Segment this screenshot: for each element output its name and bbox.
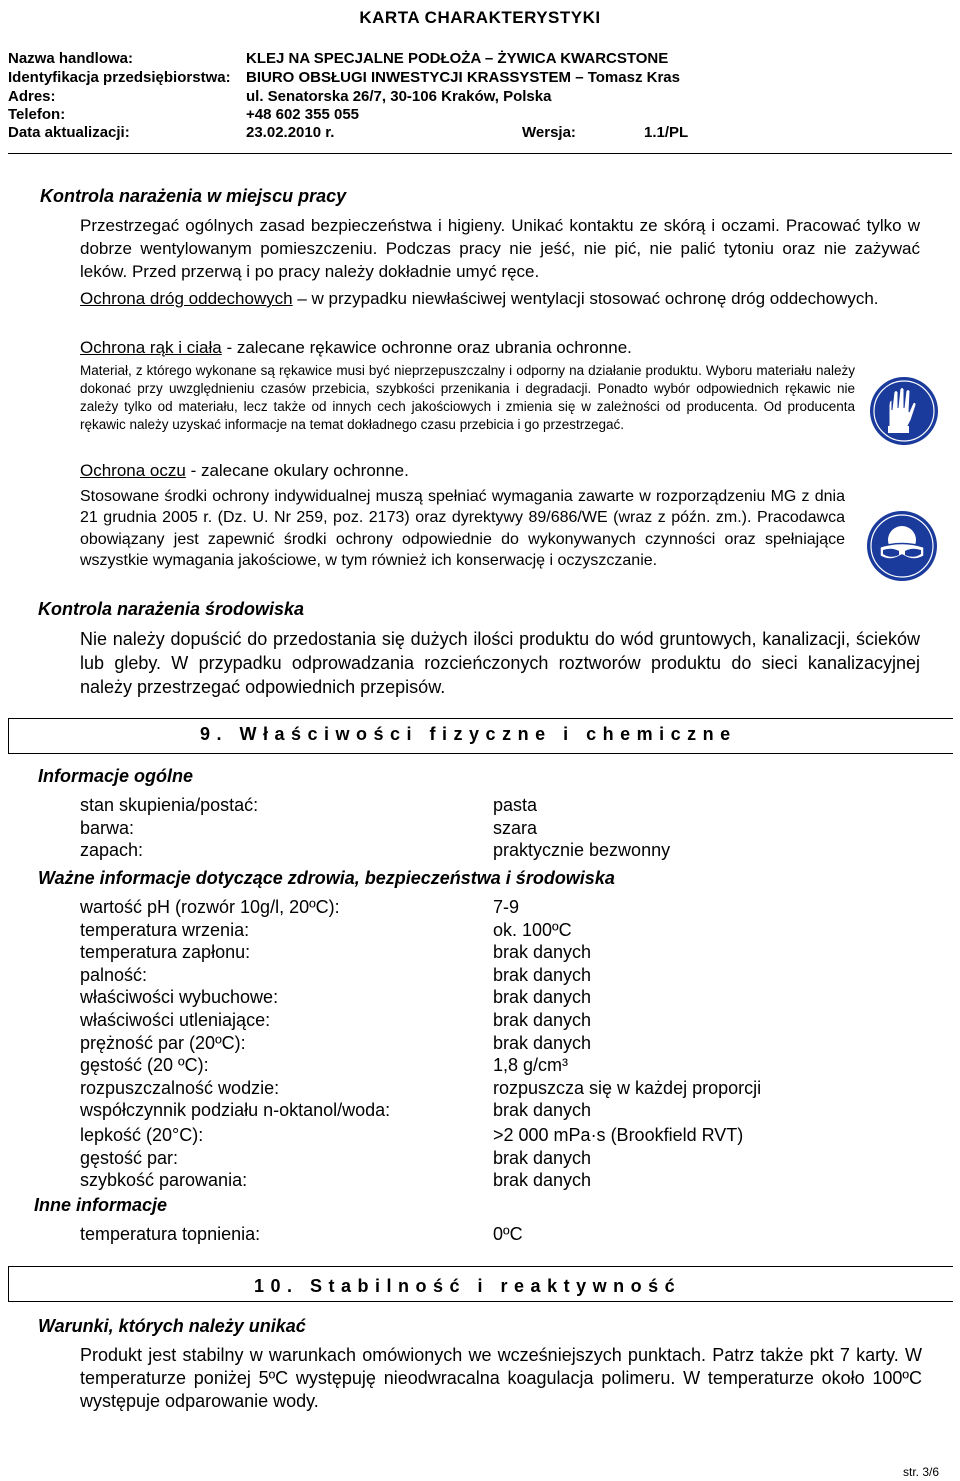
header-label-address: Adres: [8, 88, 56, 105]
prop-label: stan skupienia/postać: [80, 795, 259, 815]
prop-value: brak danych [493, 1100, 592, 1120]
prop-value: >2 000 mPa·s (Brookfield RVT) [493, 1125, 744, 1145]
eye-protection [80, 459, 409, 482]
workplace-general-text: Przestrzegać ogólnych zasad bezpieczeństwa i higieny. Unikać kontaktu ze skórą i oczami. Pracować tylko w dobrze wentylowanym pomieszczeniu. Podczas pracy nie jeść, nie pić, nie palić tytoniu oraz nie zażywać leków. Przed przerwą i po pracy należy dokładnie umyć ręce. [80, 216, 920, 281]
important-info-heading: Ważne informacje dotyczące zdrowia, bezpieczeństwa i środowiska [38, 868, 615, 888]
prop-label: barwa: [80, 818, 135, 838]
prop-label: szybkość parowania: [80, 1170, 248, 1190]
header-label-company: Identyfikacja przedsiębiorstwa: [8, 69, 231, 86]
prop-label: właściwości wybuchowe: [80, 987, 279, 1007]
header-value-version: 1.1/PL [644, 124, 689, 141]
section10-title: 10. Stabilność i reaktywność [254, 1276, 682, 1296]
hand-protection-text: - zalecane rękawice ochronne oraz ubrania ochronne. [221, 338, 632, 357]
prop-value: brak danych [493, 942, 592, 962]
respiratory-protection [80, 287, 920, 310]
header-label-version: Wersja: [522, 124, 576, 141]
header-value-address: ul. Senatorska 26/7, 30-106 Kraków, Polska [246, 88, 552, 105]
prop-value: szara [493, 818, 538, 838]
header-value-company: BIURO OBSŁUGI INWESTYCJI KRASSYSTEM – Tomasz Kras [246, 69, 680, 86]
prop-label: temperatura topnienia: [80, 1224, 261, 1244]
prop-value: praktycznie bezwonny [493, 840, 671, 860]
prop-value: ok. 100ºC [493, 920, 572, 940]
prop-value: pasta [493, 795, 538, 815]
environment-heading: Kontrola narażenia środowiska [38, 599, 305, 619]
eye-protection-label: Ochrona oczu [80, 461, 186, 480]
other-info-heading: Inne informacje [34, 1195, 168, 1215]
prop-value: 7-9 [493, 897, 520, 917]
header-value-phone: +48 602 355 055 [246, 106, 360, 123]
prop-value: brak danych [493, 1148, 592, 1168]
prop-value: brak danych [493, 965, 592, 985]
header-label-name: Nazwa handlowa: [8, 50, 134, 67]
prop-label: temperatura zapłonu: [80, 942, 251, 962]
section9-title: 9. Właściwości fizyczne i chemiczne [200, 724, 737, 744]
prop-label: właściwości utleniające: [80, 1010, 271, 1030]
prop-value: brak danych [493, 1010, 592, 1030]
prop-label: gęstość par: [80, 1148, 179, 1168]
prop-value: brak danych [493, 1170, 592, 1190]
prop-value: 0ºC [493, 1224, 523, 1244]
header-label-date: Data aktualizacji: [8, 124, 130, 141]
respiratory-protection-text: – w przypadku niewłaściwej wentylacji stosować ochronę dróg oddechowych. [292, 289, 879, 308]
prop-value: rozpuszcza się w każdej proporcji [493, 1078, 762, 1098]
prop-label: palność: [80, 965, 148, 985]
gloves-icon [869, 376, 939, 446]
eye-protection-text: - zalecane okulary ochronne. [185, 461, 409, 480]
environment-text: Nie należy dopuścić do przedostania się dużych ilości produktu do wód gruntowych, kanalizacji, ścieków lub gleby. W przypadku odprowadzania rozcieńczonych roztworów produktu do sieci kanalizacyjnej należy przestrzegać odpowiednich przepisów. [80, 629, 920, 697]
prop-label: gęstość (20 ºC): [80, 1055, 209, 1075]
workplace-heading: Kontrola narażenia w miejscu pracy [40, 186, 347, 206]
prop-label: wartość pH (rozwór 10g/l, 20ºC): [80, 897, 340, 917]
prop-label: zapach: [80, 840, 144, 860]
header-value-date: 23.02.2010 r. [246, 124, 335, 141]
prop-value: 1,8 g/cm³ [493, 1055, 569, 1075]
prop-label: temperatura wrzenia: [80, 920, 250, 940]
avoid-conditions-heading: Warunki, których należy unikać [38, 1316, 306, 1336]
avoid-conditions-text: Produkt jest stabilny w warunkach omówionych we wcześniejszych punktach. Patrz także pkt 7 karty. W temperaturze poniżej 5ºC występuję nieodwracalna koagulacja polimeru. W temperaturze około 100ºC występuje odparowanie wody. [80, 1345, 922, 1411]
prop-label: lepkość (20°C): [80, 1125, 204, 1145]
header-divider [8, 153, 952, 154]
prop-value: brak danych [493, 987, 592, 1007]
prop-label: rozpuszczalność wodzie: [80, 1078, 280, 1098]
hand-protection-detail: Materiał, z którego wykonane są rękawice musi być nieprzepuszczalny i odporny na działanie produktu. Wyboru materiału należy dokonać przy uwzględnieniu czasów przebicia, szybkości przenikania i degradacji. Ponadto wybór odpowiednich rękawic nie zależy tylko od materiału, lecz także od innych cech jakościowych i zmienia się w zależności od producenta. Od producenta rękawic należy uzyskać informacje na temat dokładnego czasu przebicia i go przestrzegać. [80, 363, 855, 432]
hand-protection-label: Ochrona rąk i ciała [80, 338, 222, 357]
general-info-heading: Informacje ogólne [38, 766, 194, 786]
respiratory-protection-label: Ochrona dróg oddechowych [80, 289, 293, 308]
prop-label: prężność par (20ºC): [80, 1033, 246, 1053]
header-label-phone: Telefon: [8, 106, 66, 123]
hand-protection [80, 336, 632, 359]
page-number: str. 3/6 [903, 1465, 940, 1479]
goggles-icon [866, 510, 936, 580]
header-value-name: KLEJ NA SPECJALNE PODŁOŻA – ŻYWICA KWARCSTONE [246, 50, 669, 67]
prop-label: współczynnik podziału n-oktanol/woda: [80, 1100, 391, 1120]
prop-value: brak danych [493, 1033, 592, 1053]
regulation-text: Stosowane środki ochrony indywidualnej muszą spełniać wymagania zawarte w rozporządzeniu MG z dnia 21 grudnia 2005 r. (Dz. U. Nr 259, poz. 2173) oraz dyrektywy 89/686/WE (wraz z późn. zm.). Pracodawca obowiązany jest zapewnić środki ochrony odpowiednie do wykonywanych czynności oraz spełniające wszystkie wymagania jakościowe, w tym również ich konserwację i oczyszczanie. [80, 488, 845, 569]
document-title: KARTA CHARAKTERYSTYKI [359, 8, 601, 27]
